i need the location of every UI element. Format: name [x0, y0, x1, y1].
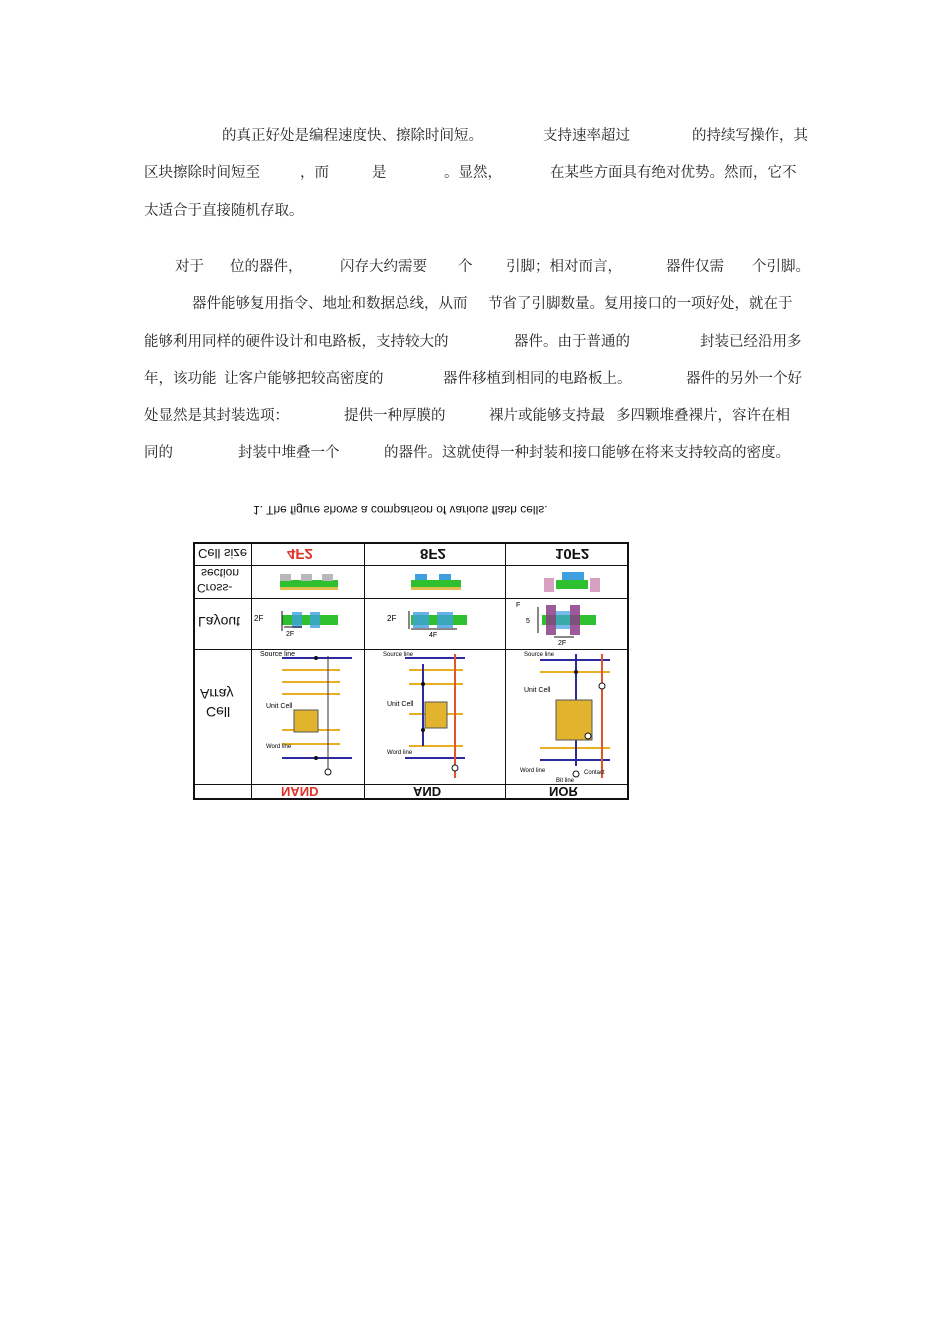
- unit-cell-box: [425, 702, 447, 728]
- contact-circle: [599, 683, 605, 689]
- row-label-cell-array: Cell: [206, 704, 231, 720]
- unit-cell-label: Unit Cell: [266, 703, 293, 710]
- text-segment: 是: [372, 165, 387, 181]
- text-segment: 器件仅需: [666, 259, 724, 275]
- unit-cell-label: Unit Cell: [524, 687, 551, 694]
- text-segment: 个引脚。: [752, 259, 810, 275]
- text-segment: 多四颗堆叠裸片，容许在相: [616, 408, 790, 424]
- p2-line1: [0, 257, 950, 277]
- gate-block: [415, 574, 427, 580]
- text-segment: 同的: [144, 445, 173, 461]
- cross-section-nand-graphic: [252, 566, 364, 598]
- p2-line4: [0, 369, 950, 389]
- gate-block: [572, 572, 584, 580]
- layout-f-label: F: [516, 602, 521, 609]
- gate: [292, 612, 302, 628]
- cell-array-nand-graphic: [252, 650, 364, 784]
- text-segment: 器件的另外一个好: [686, 371, 802, 387]
- contact-block: [590, 578, 600, 592]
- source-line-label: Source line: [524, 652, 555, 658]
- text-segment: 裸片或能够支持最: [489, 408, 605, 424]
- text-segment: 闪存大约需要: [340, 259, 427, 275]
- substrate-layer: [556, 580, 588, 589]
- unit-cell-box: [294, 710, 318, 732]
- text-segment: 封装中堆叠一个: [238, 445, 340, 461]
- contact-block: [544, 578, 554, 592]
- text-segment: 的真正好处是编程速度快、擦除时间短。: [222, 128, 483, 144]
- text-segment: 提供一种厚膜的: [344, 408, 446, 424]
- contact-dot: [314, 656, 318, 660]
- comparison-table: [193, 542, 629, 800]
- layout-h-label: 5: [526, 618, 530, 625]
- p2-line3: [0, 332, 950, 352]
- column-name-nand: NAND: [281, 784, 319, 799]
- p1-line2: [0, 163, 950, 183]
- cell-size-and: 8F2: [420, 545, 446, 562]
- layout-w-label: 4F: [429, 632, 438, 639]
- p2-line5: [0, 406, 950, 426]
- row-label-cross-section: Cross-: [197, 581, 233, 595]
- layout-w-label: 2F: [558, 640, 567, 647]
- contact-circle: [585, 733, 591, 739]
- text-segment: 个: [458, 259, 473, 275]
- column-name-nor: NOR: [549, 784, 578, 799]
- word-line-label: Word line: [266, 744, 292, 750]
- cell-array-nor-graphic: [506, 650, 629, 784]
- text-segment: 年，该功能: [144, 371, 217, 387]
- layout-nand-graphic: [252, 599, 364, 649]
- layout-and-graphic: [365, 599, 505, 649]
- text-segment: 引脚；相对而言，: [506, 259, 622, 275]
- column-name-and: AND: [413, 784, 442, 799]
- text-segment: 让客户能够把较高密度的: [224, 371, 384, 387]
- contact-label: Contact: [584, 770, 605, 776]
- p2-line6: [0, 443, 950, 463]
- contact-circle: [573, 771, 579, 777]
- row-label-cell-size: Cell size: [198, 546, 248, 561]
- p1-line3: [0, 201, 950, 221]
- contact-dot: [421, 682, 425, 686]
- text-segment: 的持续写操作，其: [692, 128, 808, 144]
- gate: [310, 612, 320, 628]
- base-layer: [411, 587, 461, 590]
- text-segment: 的器件。这就使得一种封装和接口能够在将来支持较高的密度。: [384, 445, 790, 461]
- cell-array-and-graphic: [365, 650, 505, 784]
- cell-size-nand: 4F2: [287, 545, 313, 562]
- text-segment: 。显然，: [444, 165, 502, 181]
- source-line-label: Source line: [260, 651, 296, 658]
- contact-dot: [314, 756, 318, 760]
- row-label-cell-array: Array: [200, 686, 234, 702]
- word-line-label: Word line: [387, 750, 413, 756]
- contact-dot: [421, 728, 425, 732]
- text-segment: 处显然是其封装选项：: [144, 408, 289, 424]
- figure-caption: 1. The figure shows a comparison of various flash cells.: [253, 503, 548, 517]
- row-label-cross-section: section: [201, 566, 240, 580]
- text-segment: 节省了引脚数量。复用接口的一项好处，就在于: [488, 296, 793, 312]
- word-line-label: Word line: [520, 768, 546, 774]
- gate-block: [301, 574, 312, 581]
- text-segment: 器件移植到相同的电路板上。: [443, 371, 632, 387]
- text-segment: ，而: [300, 165, 329, 181]
- text-segment: 封装已经沿用多: [700, 334, 802, 350]
- contact-circle: [325, 769, 331, 775]
- gate: [413, 612, 429, 628]
- layout-nor-graphic: [506, 599, 629, 649]
- text-segment: 器件。由于普通的: [514, 334, 630, 350]
- cross-section-nor-graphic: [506, 566, 629, 598]
- contact-column: [546, 605, 556, 635]
- gate-block: [280, 574, 291, 581]
- layout-h-label: 2F: [254, 614, 264, 623]
- flash-cell-comparison-figure: [193, 498, 633, 804]
- text-segment: 能够利用同样的硬件设计和电路板，支持较大的: [144, 334, 449, 350]
- text-segment: 太适合于直接随机存取。: [144, 203, 304, 219]
- unit-cell-label: Unit Cell: [387, 701, 414, 708]
- cell-size-nor: 10F2: [555, 545, 590, 562]
- text-segment: 在某些方面具有绝对优势。然而，它不: [550, 165, 797, 181]
- row-label-layout: Layout: [198, 614, 241, 630]
- gate: [556, 611, 570, 629]
- source-line-label: Source line: [383, 652, 414, 658]
- contact-column: [570, 605, 580, 635]
- contact-dot: [574, 670, 578, 674]
- text-segment: 位的器件，: [230, 259, 303, 275]
- gate-block: [322, 574, 333, 581]
- bit-line-label: Bit line: [556, 778, 575, 784]
- layout-w-label: 2F: [286, 631, 295, 638]
- text-segment: 支持速率超过: [543, 128, 630, 144]
- text-segment: 区块擦除时间短至: [144, 165, 260, 181]
- gate-block: [439, 574, 451, 580]
- p1-line1: [0, 126, 950, 146]
- base-layer: [280, 587, 338, 590]
- gate: [437, 612, 453, 628]
- cross-section-and-graphic: [365, 566, 505, 598]
- text-segment: 对于: [175, 259, 204, 275]
- layout-h-label: 2F: [387, 614, 397, 623]
- contact-circle: [452, 765, 458, 771]
- text-segment: 器件能够复用指令、地址和数据总线，从而: [192, 296, 468, 312]
- p2-line2: [0, 294, 950, 314]
